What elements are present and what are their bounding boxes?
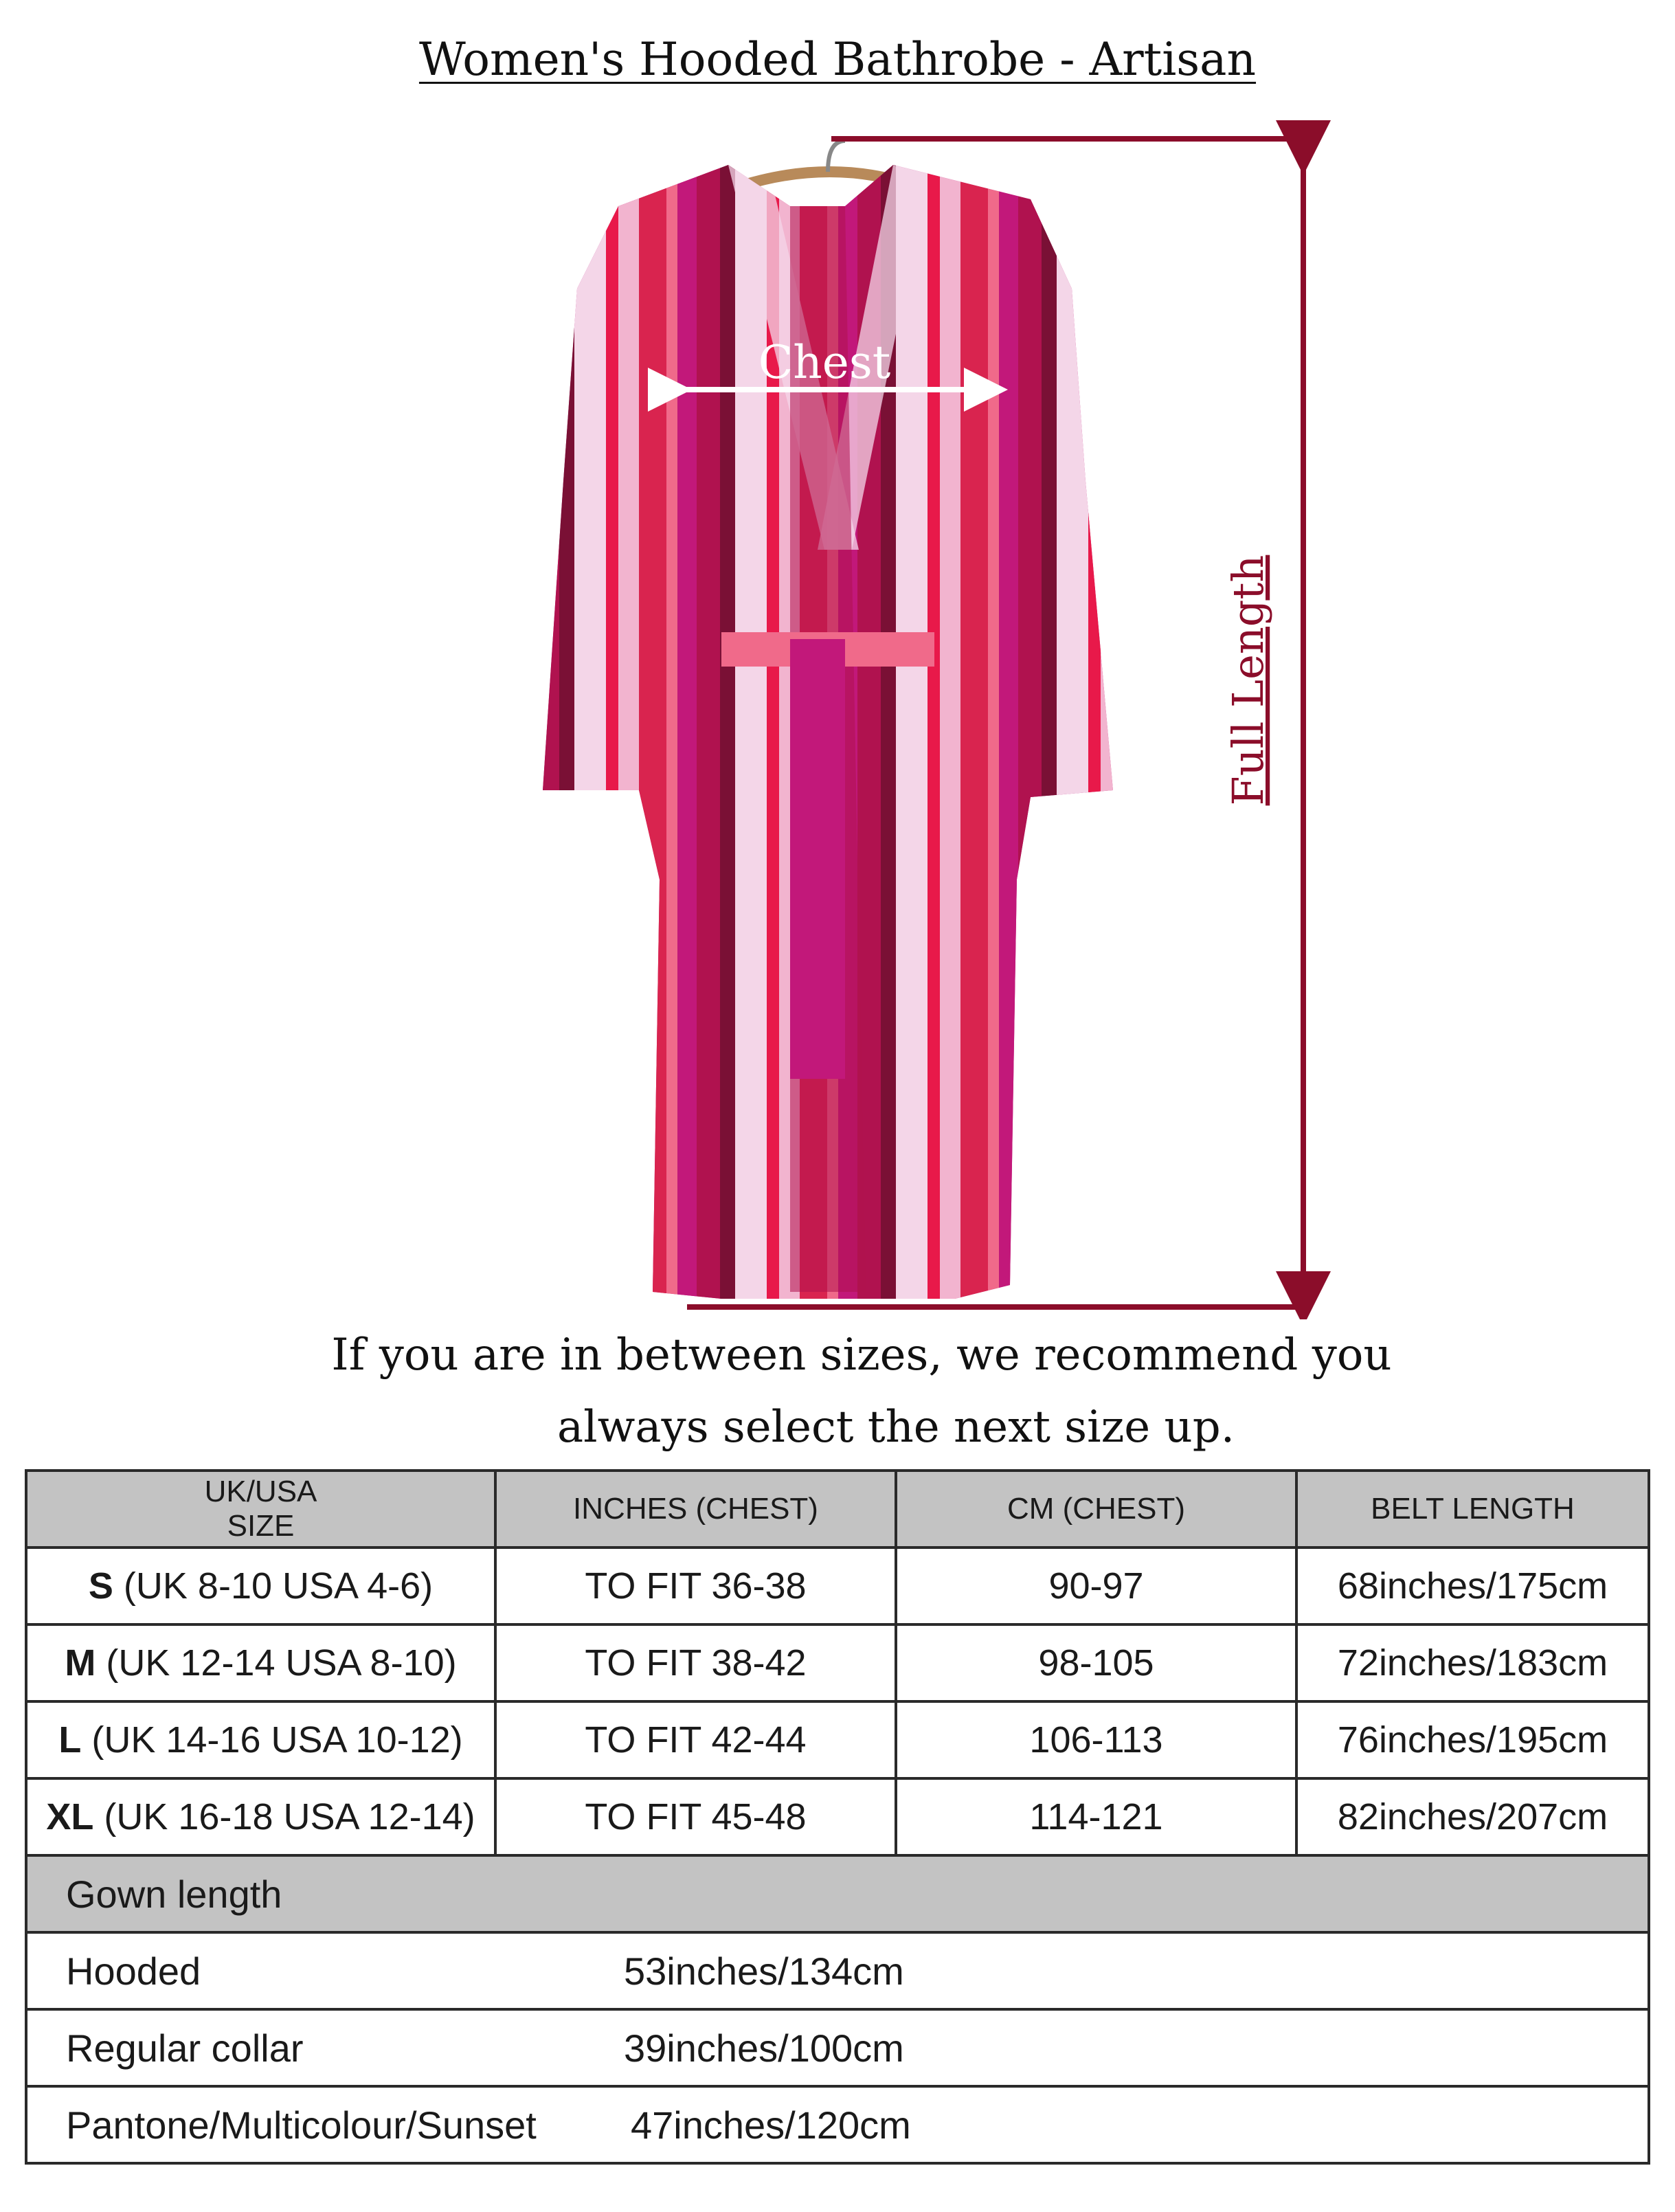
robe-stripe [988, 158, 999, 1312]
size-detail: (UK 14-16 USA 10-12) [81, 1719, 463, 1761]
gown-length-header-row [26, 1855, 1649, 1932]
gown-length-header: Gown length [26, 1855, 1649, 1932]
robe-stripe [639, 158, 666, 1312]
robe-stripe [735, 158, 767, 1312]
chest-label: Chest [758, 336, 891, 389]
gown-length-row [26, 2086, 1649, 2163]
belt-cell: 72inches/183cm [1296, 1624, 1649, 1701]
gown-style-label: Pantone/Multicolour/Sunset [66, 2103, 537, 2147]
size-cell [26, 1624, 495, 1701]
table-row [26, 1778, 1649, 1855]
header-inches: INCHES (CHEST) [495, 1471, 896, 1548]
full-length-label: Full Length [1223, 555, 1273, 806]
header-cm: CM (CHEST) [896, 1471, 1296, 1548]
robe-stripe [1057, 158, 1088, 1312]
table-row [26, 1548, 1649, 1624]
gown-length-value: 53inches/134cm [624, 1949, 904, 1993]
gown-style-label: Hooded [66, 1949, 201, 1993]
robe-stripe [940, 158, 960, 1312]
size-table [25, 1469, 1650, 2165]
robe-belt-tail [790, 639, 845, 1079]
gown-length-row [26, 2009, 1649, 2086]
robe-stripe [960, 158, 988, 1312]
belt-cell: 68inches/175cm [1296, 1548, 1649, 1624]
gown-length-cell [26, 1932, 1649, 2009]
cm-cell: 98-105 [896, 1624, 1296, 1701]
size-advice-line-1: If you are in between sizes, we recommend you [331, 1330, 1392, 1381]
header-belt: BELT LENGTH [1296, 1471, 1649, 1548]
table-header-row [26, 1471, 1649, 1548]
size-detail: (UK 16-18 USA 12-14) [93, 1796, 475, 1837]
robe-stripe [618, 158, 639, 1312]
gown-length-row [26, 1932, 1649, 2009]
cm-cell: 106-113 [896, 1701, 1296, 1778]
size-detail: (UK 8-10 USA 4-6) [113, 1565, 434, 1607]
table-row [26, 1701, 1649, 1778]
cm-cell: 90-97 [896, 1548, 1296, 1624]
size-detail: (UK 12-14 USA 8-10) [95, 1642, 457, 1684]
robe-stripe [928, 158, 940, 1312]
header-size-line-1: UK/USA [204, 1475, 317, 1508]
robe-stripe [1101, 158, 1121, 1312]
gown-style-label: Regular collar [66, 2026, 304, 2070]
header-size-line-2: SIZE [227, 1509, 295, 1543]
robe-stripe [720, 158, 735, 1312]
robe-stripe [666, 158, 677, 1312]
robe-stripe [1042, 158, 1057, 1312]
belt-cell: 76inches/195cm [1296, 1701, 1649, 1778]
size-cell [26, 1701, 495, 1778]
gown-length-cell [26, 2086, 1649, 2163]
robe-stripe [559, 158, 574, 1312]
robe-stripe [606, 158, 618, 1312]
robe-stripe [1121, 158, 1149, 1312]
header-size [26, 1471, 495, 1548]
robe-stripe [697, 158, 720, 1312]
robe-stripe [896, 158, 928, 1312]
size-cell [26, 1548, 495, 1624]
size-advice-line-2: always select the next size up. [557, 1402, 1235, 1453]
robe-stripe [1088, 158, 1101, 1312]
size-cell [26, 1778, 495, 1855]
gown-length-value: 39inches/100cm [624, 2026, 904, 2070]
inches-cell: TO FIT 38-42 [495, 1624, 896, 1701]
robe-stripe [536, 158, 559, 1312]
belt-cell: 82inches/207cm [1296, 1778, 1649, 1855]
size-code: L [58, 1719, 82, 1761]
size-code: M [65, 1642, 96, 1684]
inches-cell: TO FIT 36-38 [495, 1548, 896, 1624]
cm-cell: 114-121 [896, 1778, 1296, 1855]
gown-length-value: 47inches/120cm [631, 2103, 911, 2147]
gown-length-cell [26, 2009, 1649, 2086]
inches-cell: TO FIT 45-48 [495, 1778, 896, 1855]
table-row [26, 1624, 1649, 1701]
inches-cell: TO FIT 42-44 [495, 1701, 896, 1778]
robe-stripe [1018, 158, 1042, 1312]
size-code: S [88, 1565, 113, 1607]
size-code: XL [46, 1796, 94, 1837]
robe-stripe [677, 158, 697, 1312]
robe-stripe [999, 158, 1018, 1312]
robe-stripe [574, 158, 606, 1312]
page-title: Women's Hooded Bathrobe - Artisan [418, 33, 1257, 86]
